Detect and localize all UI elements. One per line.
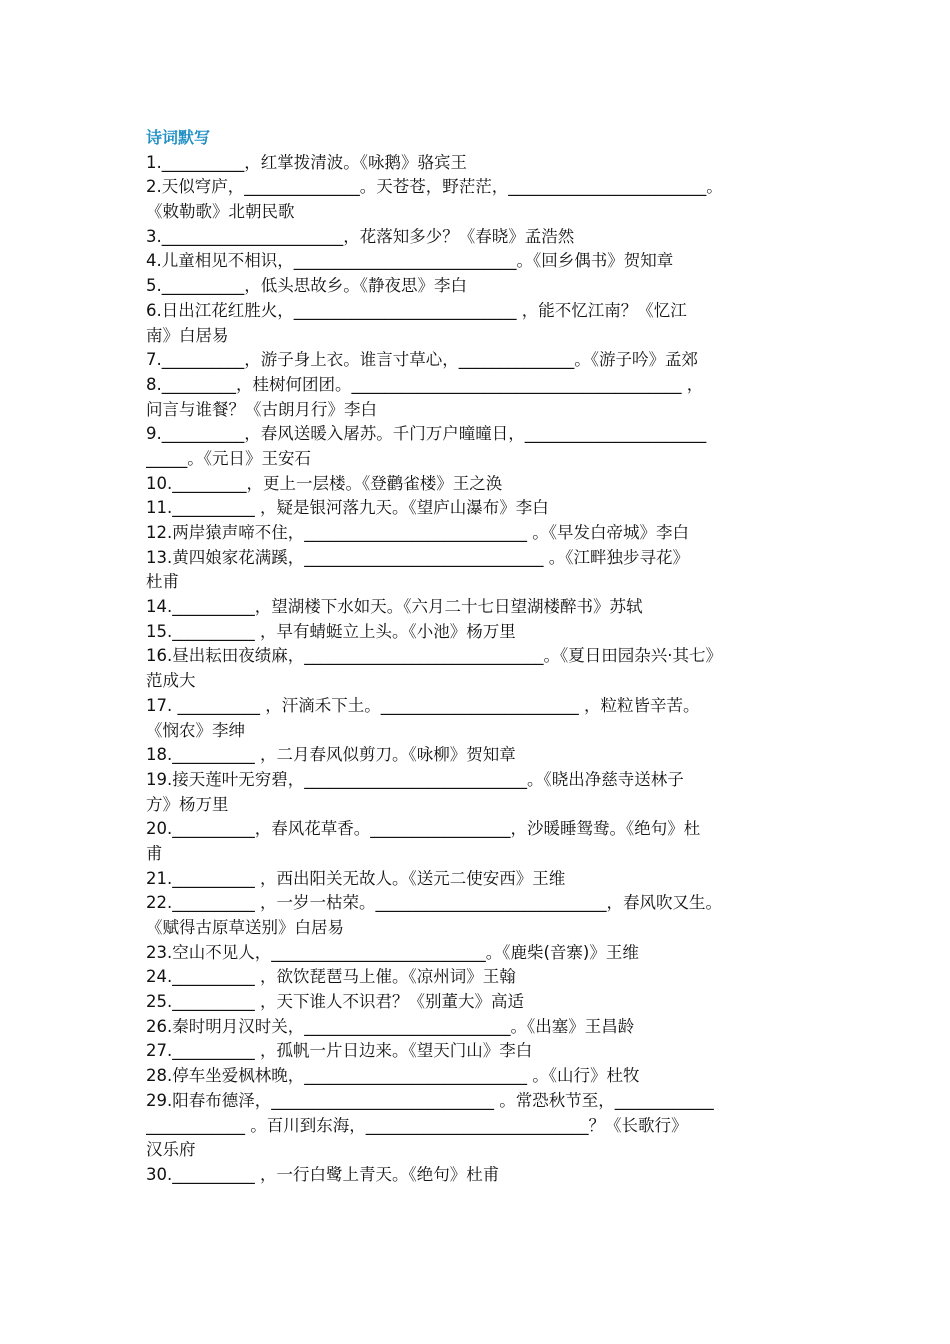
text-line: 15.__________ ，早有蜻蜓立上头。《小池》杨万里 bbox=[146, 621, 516, 641]
text-line: 13.黄四娘家花满蹊，_____________________________ 。《江畔独步寻花》 bbox=[146, 547, 689, 567]
text-line: 23.空山不见人，__________________________。《鹿柴(音寨)》王维 bbox=[146, 942, 639, 962]
text-line: 29.阳春布德泽，___________________________ 。常恐秋节至，____________ bbox=[146, 1090, 714, 1110]
text-line: 南》白居易 bbox=[146, 325, 229, 345]
text-line: 1.__________，红掌拨清波。《咏鹅》骆宾王 bbox=[146, 152, 467, 172]
text-line: 20.__________，春风花草香。_________________，沙暖睡鸳鸯。《绝句》杜 bbox=[146, 819, 701, 839]
text-line: 9.__________，春风送暖入屠苏。千门万户曈曈日，______________________ bbox=[146, 424, 707, 444]
text-line: 17. __________ ，汗滴禾下土。________________________ ，粒粒皆辛苦。 bbox=[146, 695, 700, 715]
text-line: 7.__________，游子身上衣。谁言寸草心，______________。《游子吟》孟郊 bbox=[146, 350, 698, 370]
text-line: 24.__________ ，欲饮琵琶马上催。《凉州词》王翰 bbox=[146, 967, 516, 987]
text-line: 12.两岸猿声啼不住，___________________________ 。《早发白帝城》李白 bbox=[146, 523, 689, 542]
text-line: 27.__________ ，孤帆一片日边来。《望天门山》李白 bbox=[146, 1041, 533, 1061]
text-line: 28.停车坐爱枫林晚，___________________________ 。《山行》杜牧 bbox=[146, 1066, 640, 1086]
text-line: 11.__________ ，疑是银河落九天。《望庐山瀑布》李白 bbox=[146, 498, 549, 518]
text-line: 汉乐府 bbox=[146, 1140, 196, 1160]
text-line: 方》杨万里 bbox=[146, 794, 229, 814]
text-line: _____。《元日》王安石 bbox=[146, 448, 311, 468]
text-line: 2.天似穹庐，______________。天苍苍，野茫茫，________________________。 bbox=[146, 177, 723, 197]
text-line: 《敕勒歌》北朝民歌 bbox=[146, 202, 295, 222]
text-line: 19.接天莲叶无穷碧，___________________________。《晓出净慈寺送林子 bbox=[146, 769, 684, 789]
text-line: 10._________，更上一层楼。《登鹳雀楼》王之涣 bbox=[146, 473, 503, 493]
text-line: 杜甫 bbox=[146, 572, 179, 592]
text-line: 《赋得古原草送别》白居易 bbox=[146, 918, 344, 937]
text-line: 21.__________ ，西出阳关无故人。《送元二使安西》王维 bbox=[146, 868, 566, 888]
text-line: 《悯农》李绅 bbox=[146, 720, 245, 740]
text-line: 5.__________，低头思故乡。《静夜思》李白 bbox=[146, 276, 467, 296]
text-line: 26.秦时明月汉时关，_________________________。《出塞》王昌龄 bbox=[146, 1016, 635, 1036]
text-line: 甫 bbox=[146, 843, 163, 863]
text-line: 4.儿童相见不相识，___________________________。《回乡偶书》贺知章 bbox=[146, 251, 674, 271]
text-line: 30.__________ ，一行白鹭上青天。《绝句》杜甫 bbox=[146, 1164, 500, 1184]
text-line: 范成大 bbox=[146, 671, 196, 691]
text-line: 22.__________ ，一岁一枯荣。____________________________，春风吹又生。 bbox=[146, 893, 722, 913]
text-line: 14.__________，望湖楼下水如天。《六月二十七日望湖楼醉书》苏轼 bbox=[146, 597, 643, 617]
text-line: 8._________，桂树何团团。________________________________________ ， bbox=[146, 374, 704, 394]
text-line: 16.昼出耘田夜绩麻，_____________________________。《夏日田园杂兴·其七》 bbox=[146, 646, 722, 666]
text-line: ____________ 。百川到东海，___________________________？《长歌行》 bbox=[146, 1115, 688, 1135]
page-title: 诗词默写 bbox=[146, 128, 211, 147]
text-line: 3.______________________，花落知多少？《春晓》孟浩然 bbox=[146, 226, 575, 246]
text-line: 25.__________ ，天下谁人不识君？《别董大》高适 bbox=[146, 992, 524, 1012]
text-line: 18.__________ ，二月春风似剪刀。《咏柳》贺知章 bbox=[146, 745, 516, 765]
document-page bbox=[146, 126, 810, 1188]
text-line: 6.日出江花红胜火，___________________________ ，能不忆江南？《忆江 bbox=[146, 300, 687, 320]
text-line: 问言与谁餐？《古朗月行》李白 bbox=[146, 399, 377, 419]
